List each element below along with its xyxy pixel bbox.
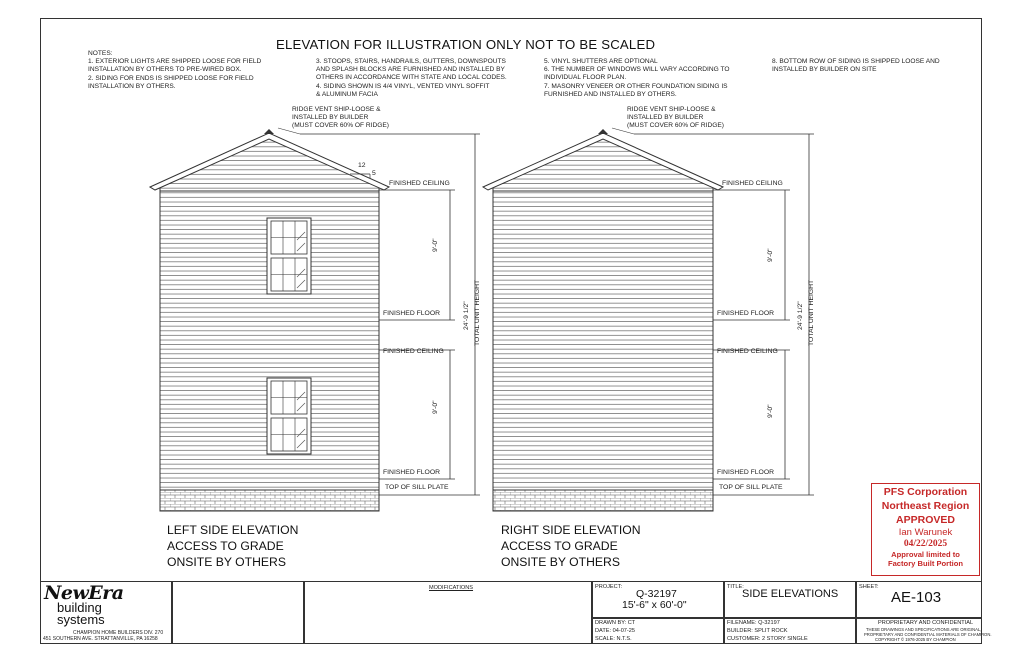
approval-stamp bbox=[871, 483, 980, 576]
finished-ceiling-label: FINISHED CEILING bbox=[717, 348, 778, 355]
stamp-org: PFS Corporation bbox=[883, 486, 968, 498]
left-elevation-caption: LEFT SIDE ELEVATION ACCESS TO GRADE ONSITE BY OTHERS bbox=[167, 523, 299, 569]
stamp-note-2: Factory Built Portion bbox=[887, 559, 964, 568]
total-unit-height-label: TOTAL UNIT HEIGHT bbox=[474, 279, 481, 346]
ridge-vent-note-right: RIDGE VENT SHIP-LOOSE & INSTALLED BY BUILDER (MUST COVER 60% OF RIDGE) bbox=[627, 106, 724, 130]
total-height-dim: 24'-9 1/2" bbox=[797, 301, 804, 330]
drawn-by: DRAWN BY: CT bbox=[595, 620, 636, 626]
sheet-number: AE-103 bbox=[891, 589, 942, 606]
pitch-rise-left: 12 bbox=[358, 162, 366, 169]
total-unit-height-label: TOTAL UNIT HEIGHT bbox=[808, 279, 815, 346]
right-elevation-caption: RIGHT SIDE ELEVATION ACCESS TO GRADE ONSITE BY OTHERS bbox=[501, 523, 641, 569]
story-height-dim: 9'-0" bbox=[767, 404, 774, 418]
finished-floor-label: FINISHED FLOOR bbox=[383, 469, 441, 476]
pitch-run-left: 5 bbox=[372, 170, 376, 177]
finished-floor-label: FINISHED FLOOR bbox=[383, 310, 441, 317]
title-label: TITLE: bbox=[727, 584, 744, 590]
top-of-sill-label: TOP OF SILL PLATE bbox=[385, 484, 449, 491]
title-value: SIDE ELEVATIONS bbox=[742, 588, 839, 600]
notes-column-1: NOTES: 1. EXTERIOR LIGHTS ARE SHIPPED LOOSE FOR FIELD INSTALLATION BY OTHERS TO PRE-WIRED BOX. 2. SIDING FOR ENDS IS SHIPPED LOOSE FOR FIELD INSTALLATION BY OTHERS. bbox=[88, 50, 262, 90]
proprietary-fine-2: PROPRIETARY AND CONFIDENTIAL MATERIALS OF CHAMPION. bbox=[864, 632, 992, 637]
notes-column-3: 5. VINYL SHUTTERS ARE OPTIONAL 6. THE NUMBER OF WINDOWS WILL VARY ACCORDING TO INDIVIDUAL FLOOR PLAN. 7. MASONRY VENEER OR OTHER FOUNDATION SIDING IS FURNISHED AND INSTALLED BY OTHERS. bbox=[544, 58, 730, 98]
story-height-dim: 9'-0" bbox=[432, 400, 439, 414]
stamp-date: 04/22/2025 bbox=[903, 539, 948, 549]
ridge-vent-note-left: RIDGE VENT SHIP-LOOSE & INSTALLED BY BUILDER (MUST COVER 60% OF RIDGE) bbox=[292, 106, 389, 130]
story-height-dim: 9'-0" bbox=[432, 238, 439, 252]
customer: CUSTOMER: 2 STORY SINGLE bbox=[727, 636, 808, 642]
story-height-dim: 9'-0" bbox=[767, 248, 774, 262]
logo-line-3: systems bbox=[57, 612, 105, 627]
finished-ceiling-label: FINISHED CEILING bbox=[383, 348, 444, 355]
proprietary-fine-3: COPYRIGHT © 1976-2025 BY CHAMPION bbox=[875, 637, 956, 642]
drawing-scale: SCALE: N.T.S. bbox=[595, 636, 632, 642]
stamp-note-1: Approval limited to bbox=[891, 550, 960, 559]
finished-floor-label: FINISHED FLOOR bbox=[717, 310, 775, 317]
sheet-label: SHEET: bbox=[859, 584, 879, 590]
stamp-region: Northeast Region bbox=[881, 500, 970, 512]
notes-column-2: 3. STOOPS, STAIRS, HANDRAILS, GUTTERS, DOWNSPOUTS AND SPLASH BLOCKS ARE FURNISHED AND INSTALLED BY OTHERS IN ACCORDANCE WITH STATE AND LOCAL CODES. 4. SIDING SHOWN IS 4/4 VINYL, VENTED VINYL SOFFIT & ALUMINUM FACIA bbox=[316, 58, 507, 98]
drawing-date: DATE: 04-07-25 bbox=[595, 628, 636, 634]
stamp-status: APPROVED bbox=[896, 514, 955, 526]
proprietary-label: PROPRIETARY AND CONFIDENTIAL bbox=[878, 620, 974, 626]
logo-line-1: NewEra bbox=[44, 582, 124, 604]
company-address: 451 SOUTHERN AVE. STRATTANVILLE, PA 16258 bbox=[43, 636, 158, 642]
stamp-approver: Ian Warunek bbox=[898, 527, 953, 538]
project-size: 15'-6" x 60'-0" bbox=[622, 599, 687, 611]
project-label: PROJECT: bbox=[595, 584, 623, 590]
notes-column-4: 8. BOTTOM ROW OF SIDING IS SHIPPED LOOSE AND INSTALLED BY BUILDER ON SITE bbox=[772, 58, 940, 74]
drawing-title: ELEVATION FOR ILLUSTRATION ONLY NOT TO BE SCALED bbox=[276, 37, 656, 52]
blank-cell bbox=[172, 581, 304, 644]
filename: FILENAME: Q-32197 bbox=[727, 620, 780, 626]
modifications-label: MODIFICATIONS bbox=[429, 585, 474, 591]
company-name: CHAMPION HOME BUILDERS DIV. 270 bbox=[73, 630, 164, 636]
total-height-dim: 24'-9 1/2" bbox=[463, 301, 470, 330]
logo-line-2: building bbox=[57, 600, 102, 615]
finished-ceiling-label: FINISHED CEILING bbox=[389, 180, 450, 187]
finished-floor-label: FINISHED FLOOR bbox=[717, 469, 775, 476]
builder: BUILDER: SPLIT ROCK bbox=[727, 628, 788, 634]
finished-ceiling-label: FINISHED CEILING bbox=[722, 180, 783, 187]
proprietary-fine-1: THESE DRAWINGS AND SPECIFICATIONS ARE ORIGINAL, bbox=[866, 627, 982, 632]
top-of-sill-label: TOP OF SILL PLATE bbox=[719, 484, 783, 491]
project-number: Q-32197 bbox=[636, 588, 677, 600]
